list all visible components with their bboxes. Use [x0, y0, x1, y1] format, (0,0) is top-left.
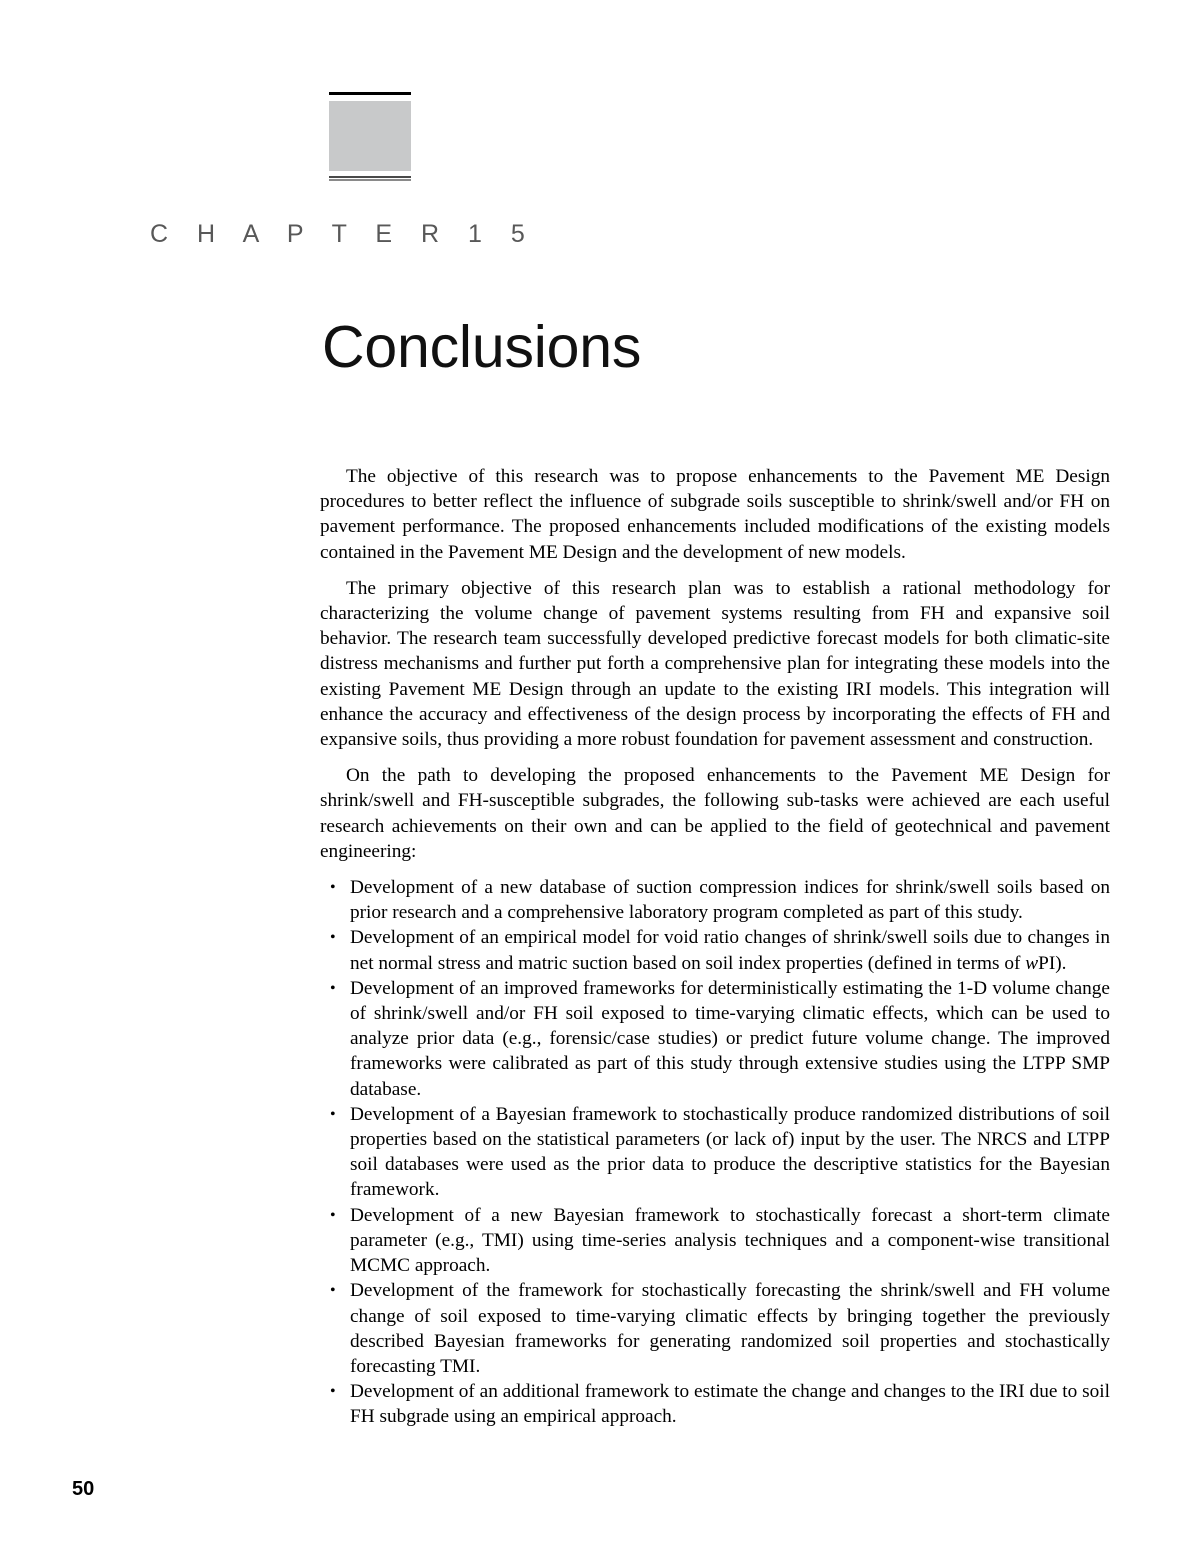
- page-number: 50: [72, 1478, 95, 1500]
- list-item-text: Development of an additional framework to estimate the change and changes to the IRI due to soil FH subgrade using an empirical approach.: [350, 1381, 1110, 1428]
- chapter-mark-square: [329, 101, 411, 171]
- list-item: [320, 925, 1110, 975]
- list-item: [320, 1278, 1110, 1379]
- list-item: [320, 1102, 1110, 1203]
- page-title: Conclusions: [322, 313, 642, 380]
- list-item-text: Development of an empirical model for void ratio changes of shrink/swell soils due to changes in net normal stress and matric suction based on soil index properties (defined in terms of wPI).: [350, 927, 1110, 974]
- paragraph: On the path to developing the proposed enhancements to the Pavement ME Design for shrink/swell and FH-susceptible subgrades, the following sub-tasks were achieved are each useful research achievements on their own and can be applied to the field of geotechnical and pavement engineering:: [320, 765, 1110, 862]
- paragraph: The primary objective of this research plan was to establish a rational methodology for characterizing the volume change of pavement systems resulting from FH and expansive soil behavior. The research team successfully developed predictive forecast models for both climatic-site distress mechanisms and further put forth a comprehensive plan for integrating these models into the existing Pavement ME Design through an update to the existing IRI models. This integration will enhance the accuracy and effectiveness of the design process by incorporating the effects of FH and expansive soils, thus providing a more robust foundation for pavement assessment and construction.: [320, 577, 1110, 751]
- chapter-label: C H A P T E R 1 5: [150, 220, 536, 248]
- chapter-rule-bottom-upper: [329, 176, 411, 178]
- list-item: [320, 875, 1110, 925]
- list-item-text: Development of a new database of suction compression indices for shrink/swell soils based on prior research and a comprehensive laboratory program completed as part of this study.: [350, 877, 1110, 924]
- chapter-rule-top: [329, 92, 411, 95]
- list-item-text: Development of the framework for stochastically forecasting the shrink/swell and FH volume change of soil exposed to time-varying climatic effects by bringing together the previously described Bayesian frameworks for generating randomized soil properties and stochastically forecasting TMI.: [350, 1280, 1110, 1377]
- list-item-text: Development of a new Bayesian framework to stochastically forecast a short-term climate parameter (e.g., TMI) using time-series analysis techniques and a component-wise transitional MCMC approach.: [350, 1204, 1110, 1277]
- chapter-mark-graphic: [329, 92, 411, 181]
- list-item: [320, 1203, 1110, 1279]
- list-item: [320, 976, 1110, 1102]
- list-item: [320, 1379, 1110, 1429]
- chapter-rule-bottom-lower: [329, 179, 411, 181]
- list-item-text: Development of a Bayesian framework to stochastically produce randomized distributions of soil properties based on the statistical parameters (or lack of) input by the user. The NRCS and LTPP soil databases were used as the prior data to produce the descriptive statistics for the Bayesian framework.: [350, 1103, 1110, 1201]
- paragraph: The objective of this research was to propose enhancements to the Pavement ME Design procedures to better reflect the influence of subgrade soils susceptible to shrink/swell and/or FH on pavement performance. The proposed enhancements included modifications of the existing models contained in the Pavement ME Design and the development of new models.: [320, 466, 1110, 563]
- chapter-rule-bottom: [329, 176, 411, 181]
- list-item-text: Development of an improved frameworks for deterministically estimating the 1-D volume change of shrink/swell and/or FH soil exposed to time-varying climatic effects, which can be used to analyze prior data (e.g., forensic/case studies) or predict future volume change. The improved frameworks were calibrated as part of this study through extensive studies using the LTPP SMP database.: [350, 977, 1110, 1100]
- body-content: [320, 464, 1110, 1430]
- achievements-list: [320, 875, 1110, 1429]
